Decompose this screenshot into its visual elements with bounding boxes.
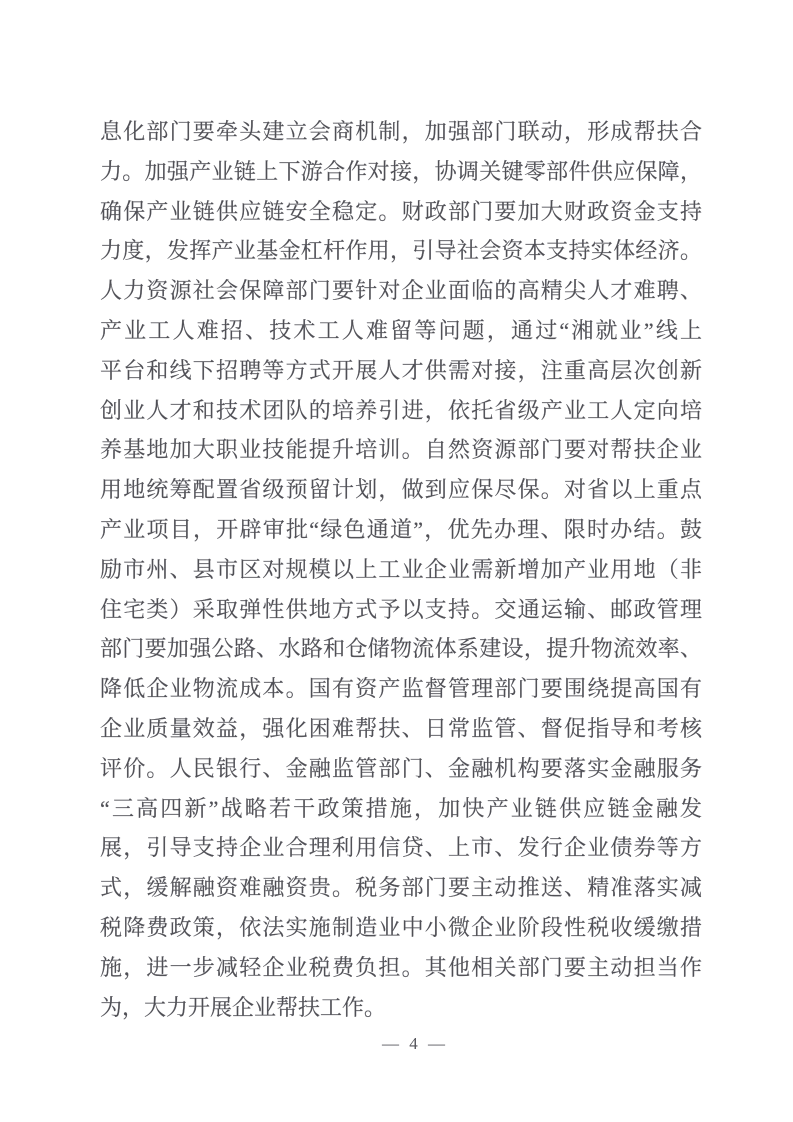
text-line: 部门要加强公路、水路和仓储物流体系建设，提升物流效率、: [100, 636, 702, 662]
text-line: 力。加强产业链上下游合作对接，协调关键零部件供应保障，: [100, 158, 702, 184]
text-line: 确保产业链供应链安全稳定。财政部门要加大财政资金支持: [100, 198, 702, 224]
text-line: “三高四新”战略若干政策措施，加快产业链供应链金融发: [100, 795, 702, 821]
text-line: 用地统筹配置省级预留计划，做到应保尽保。对省以上重点: [100, 477, 702, 503]
body-text: [100, 112, 702, 1027]
text-line: 息化部门要牵头建立会商机制，加强部门联动，形成帮扶合: [100, 119, 702, 144]
text-line: 住宅类）采取弹性供地方式予以支持。交通运输、邮政管理: [100, 596, 702, 622]
text-line: 平台和线下招聘等方式开展人才供需对接，注重高层次创新: [100, 357, 702, 383]
text-line: 创业人才和技术团队的培养引进，依托省级产业工人定向培: [100, 397, 702, 423]
text-line: 人力资源社会保障部门要针对企业面临的高精尖人才难聘、: [100, 278, 702, 304]
text-line: 展，引导支持企业合理利用信贷、上市、发行企业债券等方: [100, 835, 702, 861]
text-line: 为，大力开展企业帮扶工作。: [100, 994, 387, 1020]
text-line: 励市州、县市区对规模以上工业企业需新增加产业用地（非: [100, 556, 702, 582]
text-line: 降低企业物流成本。国有资产监督管理部门要围绕提高国有: [100, 676, 702, 702]
text-line: 税降费政策，依法实施制造业中小微企业阶段性税收缓缴措: [100, 914, 702, 940]
text-line: 产业项目，开辟审批“绿色通道”，优先办理、限时办结。鼓: [100, 516, 702, 542]
text-line: 式，缓解融资难融资贵。税务部门要主动推送、精准落实减: [100, 875, 702, 901]
text-line: 产业工人难招、技术工人难留等问题，通过“湘就业”线上: [100, 317, 702, 343]
page-number: — 4 —: [382, 1034, 448, 1053]
text-line: 养基地加大职业技能提升培训。自然资源部门要对帮扶企业: [100, 437, 702, 463]
text-line: 施，进一步减轻企业税费负担。其他相关部门要主动担当作: [100, 954, 702, 980]
text-line: 企业质量效益，强化困难帮扶、日常监管、督促指导和考核: [100, 715, 702, 741]
text-line: 力度，发挥产业基金杠杆作用，引导社会资本支持实体经济。: [100, 238, 702, 264]
text-line: 评价。人民银行、金融监管部门、金融机构要落实金融服务: [100, 755, 702, 781]
